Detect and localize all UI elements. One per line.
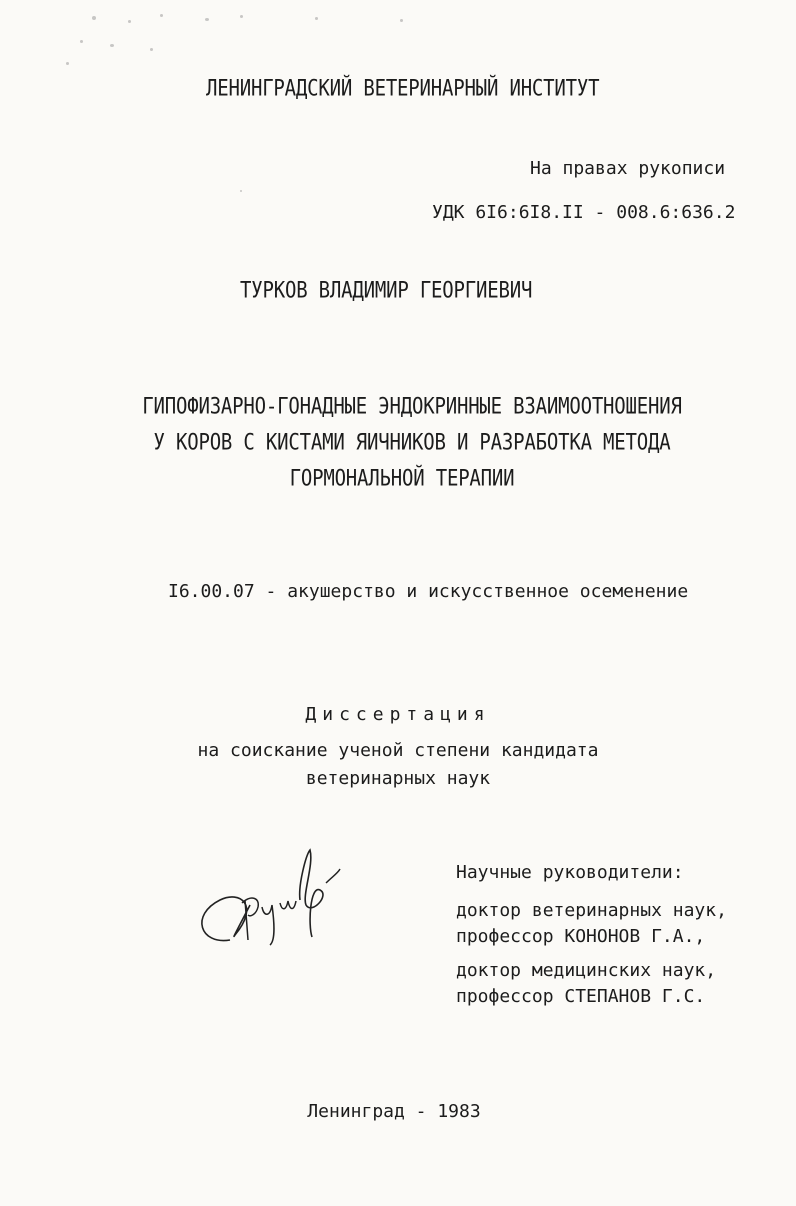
author-name: ТУРКОВ ВЛАДИМИР ГЕОРГИЕВИЧ <box>240 278 533 304</box>
supervisor-2-name: профессор СТЕПАНОВ Г.С. <box>456 986 706 1007</box>
thesis-purpose-line-2: ветеринарных наук <box>305 768 491 789</box>
title-line-3: ГОРМОНАЛЬНОЙ ТЕРАПИИ <box>289 466 515 492</box>
supervisors-heading: Научные руководители: <box>456 862 684 883</box>
rights-note: На правах рукописи <box>530 158 726 179</box>
udc-code: УДК 6I6:6I8.II - 008.6:636.2 <box>432 202 736 223</box>
thesis-type: Диссертация <box>305 704 491 725</box>
title-line-2: У КОРОВ С КИСТАМИ ЯИЧНИКОВ И РАЗРАБОТКА МЕТОДА <box>153 430 671 456</box>
place-and-year: Ленинград - 1983 <box>307 1101 481 1122</box>
specialty-code: I6.00.07 - акушерство и искусственное осеменение <box>168 581 689 602</box>
supervisor-2-degree: доктор медицинских наук, <box>456 960 717 981</box>
supervisor-1-degree: доктор ветеринарных наук, <box>456 900 727 921</box>
author-signature <box>190 845 350 955</box>
thesis-purpose-line-1: на соискание ученой степени кандидата <box>197 740 599 761</box>
title-line-1: ГИПОФИЗАРНО-ГОНАДНЫЕ ЭНДОКРИННЫЕ ВЗАИМООТНОШЕНИЯ <box>142 394 682 420</box>
supervisor-1-name: профессор КОНОНОВ Г.А., <box>456 926 706 947</box>
institute-name: ЛЕНИНГРАДСКИЙ ВЕТЕРИНАРНЫЙ ИНСТИТУТ <box>206 76 600 102</box>
